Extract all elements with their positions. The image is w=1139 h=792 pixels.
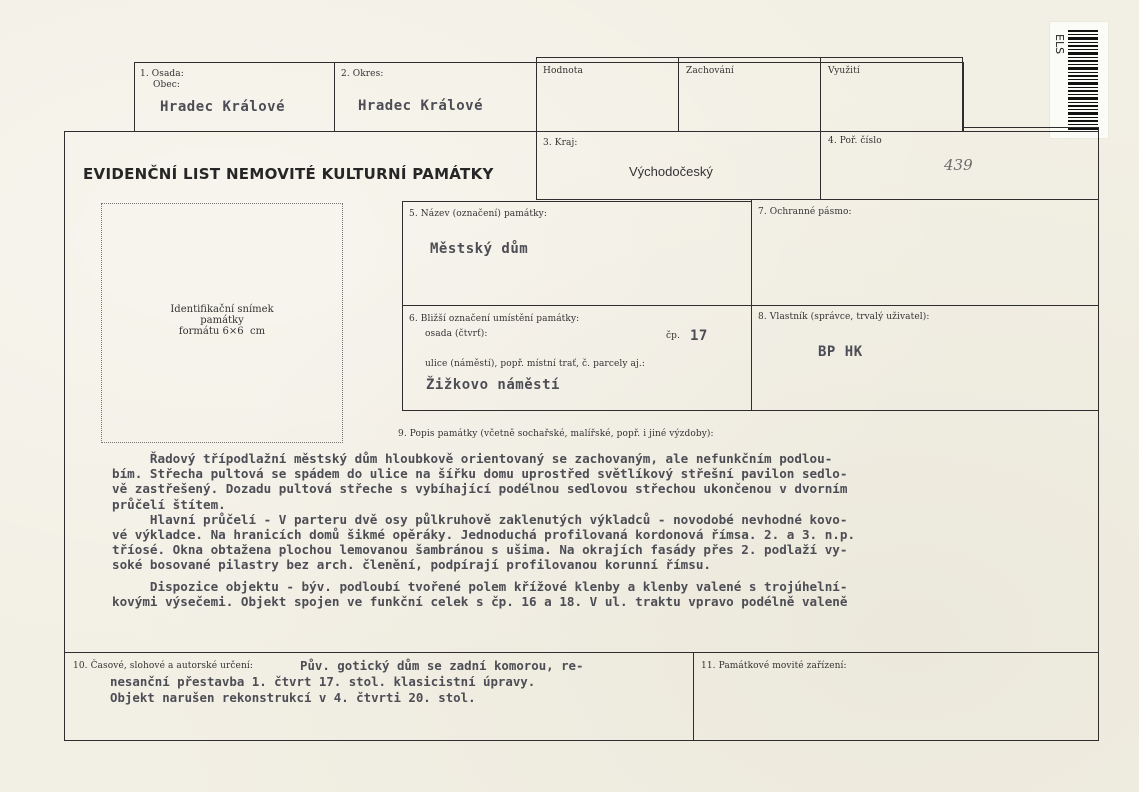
popis-text xyxy=(112,451,855,609)
popis-label: 9. Popis památky (včetně sochařské, malířské, popř. i jiné výzdoby): xyxy=(398,429,714,439)
nazev-value: Městský dům xyxy=(430,241,529,257)
popis-line: tříosé. Okna obtažena plochou lemovanou šambránou s ušima. Na okrajích fasády přes 2. podlaží vy- xyxy=(112,542,848,558)
por-cislo-label: 4. Poř. číslo xyxy=(828,136,882,146)
vlastnik-label: 8. Vlastník (správce, trvalý uživatel): xyxy=(758,312,930,322)
osada-label: 1. Osada: xyxy=(140,69,184,79)
casove-line: nesanční přestavba 1. čtvrt 17. stol. klasicistní úpravy. xyxy=(110,674,536,689)
kraj-value: Východočeský xyxy=(629,164,713,179)
vyuziti-label: Využití xyxy=(828,66,860,76)
movite-label: 11. Památkové movité zařízení: xyxy=(701,661,847,671)
casove-label: 10. Časové, slohové a autorské určení: xyxy=(73,661,253,671)
popis-line: průčelí štítem. xyxy=(112,496,226,512)
obec-value: Hradec Králové xyxy=(160,99,286,115)
photo-placeholder xyxy=(101,203,343,443)
hodnota-label: Hodnota xyxy=(543,66,583,76)
popis-line: Řadový třípodlažní městský dům hloubkově orientovaný se zachovaným, ale nefunkčním podlou- xyxy=(112,451,833,466)
popis-line: kovými výsečemi. Objekt spojen ve funkční celek s čp. 16 a 18. V ul. traktu vpravo podélně valeně xyxy=(112,593,848,609)
popis-line: bím. Střecha pultová se spádem do ulice na šířku domu uprostřed světlíkový střešní pavilon sedlo- xyxy=(112,466,848,482)
photo-line-2: památky xyxy=(200,315,244,326)
casove-text xyxy=(110,658,583,706)
popis-line: vě zastřešený. Dozadu pultová střeche s vybíhající podélnou sedlovou střechou ukončenou v dvorním xyxy=(112,481,848,497)
umisteni-label: 6. Bližší označení umístění památky: xyxy=(409,314,580,324)
barcode-icon xyxy=(1068,30,1098,130)
okres-label: 2. Okres: xyxy=(341,69,384,79)
barcode-label: ELS xyxy=(1053,34,1066,55)
osada-ctvrt-label: osada (čtvrť): xyxy=(425,329,488,339)
kraj-label: 3. Kraj: xyxy=(543,138,578,148)
casove-line: Objekt narušen rekonstrukcí v 4. čtvrti 20. stol. xyxy=(110,690,476,705)
zachovani-label: Zachování xyxy=(686,66,734,76)
vlastnik-value: BP HK xyxy=(818,344,863,360)
casove-line: Pův. gotický dům se zadní komorou, re- xyxy=(300,658,584,673)
ulice-value: Žižkovo náměstí xyxy=(426,377,560,393)
photo-line-1: Identifikační snímek xyxy=(170,304,274,315)
por-cislo-value: 439 xyxy=(944,156,973,174)
ulice-label: ulice (náměstí), popř. místní trať, č. parcely aj.: xyxy=(425,359,645,369)
obec-label: Obec: xyxy=(153,80,181,90)
popis-line: Hlavní průčelí - V parteru dvě osy půlkruhově zaklenutých výkladců - novodobé nevhodné kovo- xyxy=(112,511,848,527)
nazev-label: 5. Název (označení) památky: xyxy=(409,209,547,219)
popis-line: soké bosované pilastry bez arch. členění, podpírají profilovanou korunní římsu. xyxy=(112,557,711,573)
photo-line-3: formátu 6×6 cm xyxy=(178,326,266,337)
barcode-sticker xyxy=(1050,22,1108,138)
cp-label: čp. xyxy=(666,331,680,341)
okres-value: Hradec Králové xyxy=(358,98,484,114)
ochranne-pasmo-label: 7. Ochranné pásmo: xyxy=(758,207,852,217)
page-title: EVIDENČNÍ LIST NEMOVITÉ KULTURNÍ PAMÁTKY xyxy=(83,165,494,183)
popis-line: Dispozice objektu - býv. podloubí tvořené polem křížové klenby a klenby valené s trojúhelní- xyxy=(112,578,848,594)
popis-line: vé výkladce. Na hranicích domů šikmé opěráky. Jednoduchá profilovaná kordonová římsa. 2. a 3. n.p. xyxy=(112,527,856,543)
cp-value: 17 xyxy=(690,328,708,344)
